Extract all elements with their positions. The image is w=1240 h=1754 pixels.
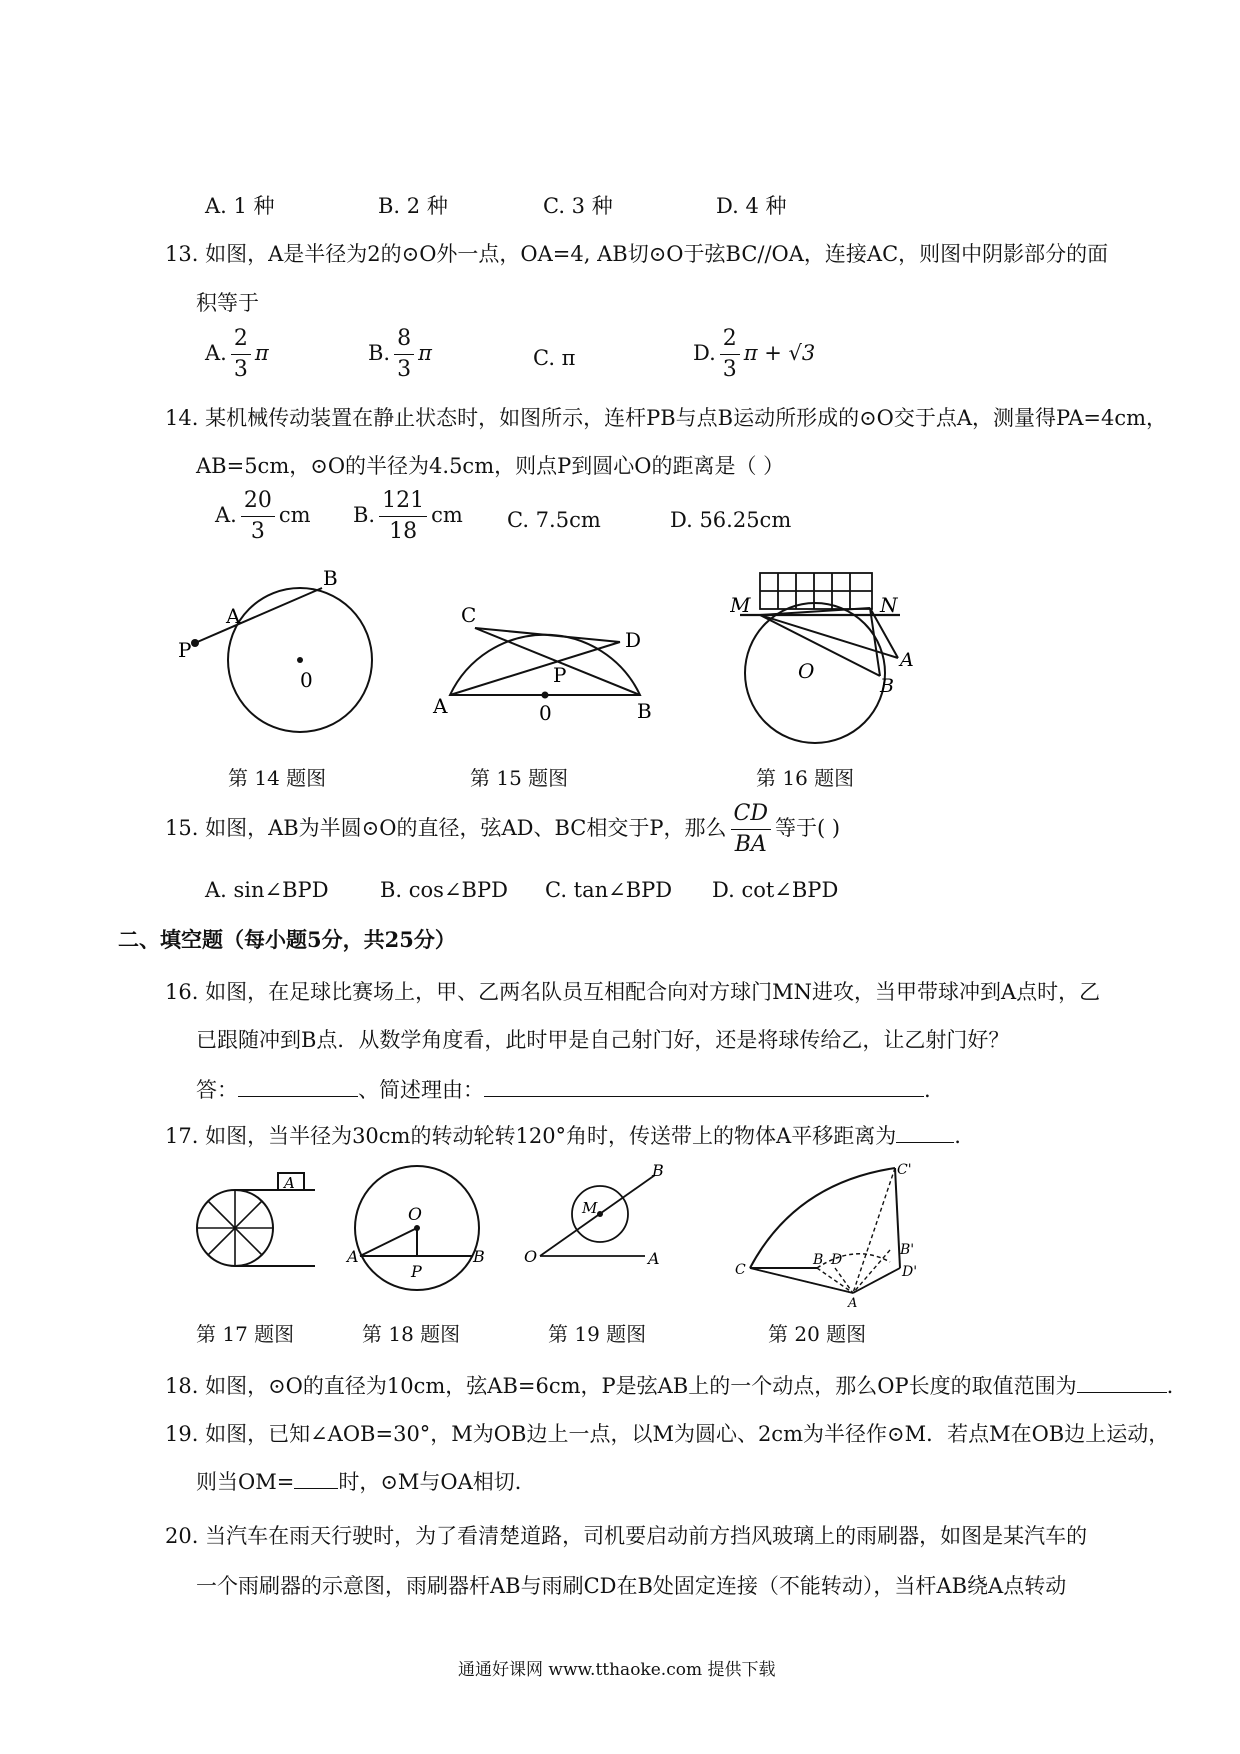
label-b: B [473,1247,485,1266]
q14-stem-line2: AB=5cm，⊙O的半径为4.5cm，则点P到圆心O的距离是（ ） [196,454,785,478]
caption-fig15: 第 15 题图 [470,766,569,790]
q12-option-b: B. 2 种 [378,194,448,218]
q15-option-d: D. cot∠BPD [712,878,839,902]
label-d: D [831,1252,843,1268]
label-d: D [625,628,642,652]
label-m: M [582,1199,598,1217]
label-a: A [347,1247,359,1266]
q18-answer-blank[interactable] [1077,1372,1167,1393]
q16-answer-blank[interactable] [238,1076,358,1097]
q13-option-d: D. $\frac{2}{3}$ π + √3 [693,326,816,382]
label-o: 0 [539,701,552,725]
q20-stem-line1: 20. 当汽车在雨天行驶时，为了看清楚道路，司机要启动前方挡风玻璃上的雨刷器，如图是某汽车的 [165,1524,1088,1548]
label-o: 0 [300,668,313,692]
q15-option-c: C. tan∠BPD [545,878,673,902]
figure-18 [345,1160,485,1295]
segment-cd [475,628,620,642]
label-b: B [652,1161,664,1180]
caption-fig19: 第 19 题图 [548,1322,647,1346]
point-m [597,1211,603,1217]
q16-answer-line: 答： 、简述理由： . [196,1078,931,1102]
q13-stem-line1: 13. 如图，A是半径为2的⊙O外一点，OA=4, AB切⊙O于弦BC//OA，连接AC，则图中阴影部分的面 [165,242,1109,266]
label-a: A [226,604,241,628]
q12-option-d: D. 4 种 [716,194,787,218]
figure-14 [170,565,380,745]
figure-19 [520,1160,675,1275]
q19-stem-line2: 则当OM= 时，⊙M与OA相切． [196,1470,536,1494]
label-n: N [880,593,898,617]
q12-option-c: C. 3 种 [543,194,613,218]
label-c1: C' [897,1162,912,1178]
label-a: A [848,1296,858,1308]
label-o: O [408,1205,422,1225]
figure-17 [190,1168,320,1278]
line-pb [195,588,322,643]
label-a: A [433,694,448,718]
wheel-spokes [197,1190,273,1266]
q14-option-a: A. $\frac{20}{3}$ cm [215,488,311,544]
label-b1: B' [900,1242,915,1258]
label-c: C [735,1262,746,1278]
q17-answer-blank[interactable] [896,1122,954,1143]
q13-option-b: B. $\frac{8}{3}$ π [368,326,432,382]
label-o: O [798,659,815,683]
point-o [542,692,549,699]
segment-oa [360,1228,417,1256]
q15-option-b: B. cos∠BPD [380,878,508,902]
q19-stem-line1: 19. 如图，已知∠AOB=30°，M为OB边上一点，以M为圆心、2cm为半径作⊙M．若点M在OB边上运动， [165,1422,1170,1446]
arc-inner [817,1254,890,1268]
q14-stem-line1: 14. 某机械传动装置在静止状态时，如图所示，连杆PB与点B运动所形成的⊙O交于点A，测量得PA=4cm， [165,406,1168,430]
point-o [297,657,303,663]
label-m: M [730,593,751,617]
q19-answer-blank[interactable] [294,1468,338,1489]
label-b: B [813,1252,824,1268]
caption-fig17: 第 17 题图 [196,1322,295,1346]
q14-option-b: B. $\frac{121}{18}$ cm [353,488,463,544]
label-b: B [323,566,338,590]
label-b: B [880,675,894,697]
q17-stem: 17. 如图，当半径为30cm的转动轮转120°角时，传送带上的物体A平移距离为 . [165,1124,961,1148]
caption-fig20: 第 20 题图 [768,1322,867,1346]
caption-fig16: 第 16 题图 [756,766,855,790]
label-b: B [637,699,652,723]
q14-option-c: C. 7.5cm [507,508,601,532]
label-d1: D' [902,1264,918,1280]
q13-stem-line2: 积等于 [196,291,259,315]
q18-stem: 18. 如图，⊙O的直径为10cm，弦AB=6cm，P是弦AB上的一个动点，那么OP长度的取值范围为 . [165,1374,1174,1398]
chord-ad [450,642,620,695]
figure-20 [735,1158,940,1308]
solid-ab1 [853,1268,900,1293]
caption-fig14: 第 14 题图 [228,766,327,790]
q14-option-d: D. 56.25cm [670,508,792,532]
caption-fig18: 第 18 题图 [362,1322,461,1346]
point-p [191,639,199,647]
q13-option-c: C. π [533,346,576,370]
q15-stem: 15. 如图，AB为半圆⊙O的直径，弦AD、BC相交于P，那么 $\frac{CD}{BA}$ 等于( ) [165,801,841,857]
q20-stem-line2: 一个雨刷器的示意图，雨刷器杆AB与雨刷CD在B处固定连接（不能转动），当杆AB绕A点转动 [196,1574,1067,1598]
section-heading: 二、填空题（每小题5分，共25分） [118,927,456,952]
label-a: A [900,649,914,671]
figure-16 [730,568,920,748]
label-o: O [524,1247,538,1266]
solid-ab [750,1268,853,1293]
q16-reason-blank[interactable] [484,1076,924,1097]
label-p: P [411,1262,422,1281]
point-o [414,1225,420,1231]
label-p: P [553,663,567,687]
q12-option-a: A. 1 种 [205,194,275,218]
figure-15 [425,590,660,730]
q13-option-a: A. $\frac{2}{3}$ π [205,326,269,382]
circle-o [745,603,885,743]
q16-stem-line2: 已跟随冲到B点．从数学角度看，此时甲是自己射门好，还是将球传给乙，让乙射门好？ [196,1028,1010,1052]
label-c: C [461,603,477,627]
label-p: P [178,638,192,662]
page-footer: 通通好课网 www.tthaoke.com 提供下载 [458,1660,776,1680]
q15-option-a: A. sin∠BPD [205,878,329,902]
label-a: A [284,1174,295,1192]
q16-stem-line1: 16. 如图，在足球比赛场上，甲、乙两名队员互相配合向对方球门MN进攻，当甲带球冲到A点时，乙 [165,980,1101,1004]
label-a: A [648,1249,660,1268]
